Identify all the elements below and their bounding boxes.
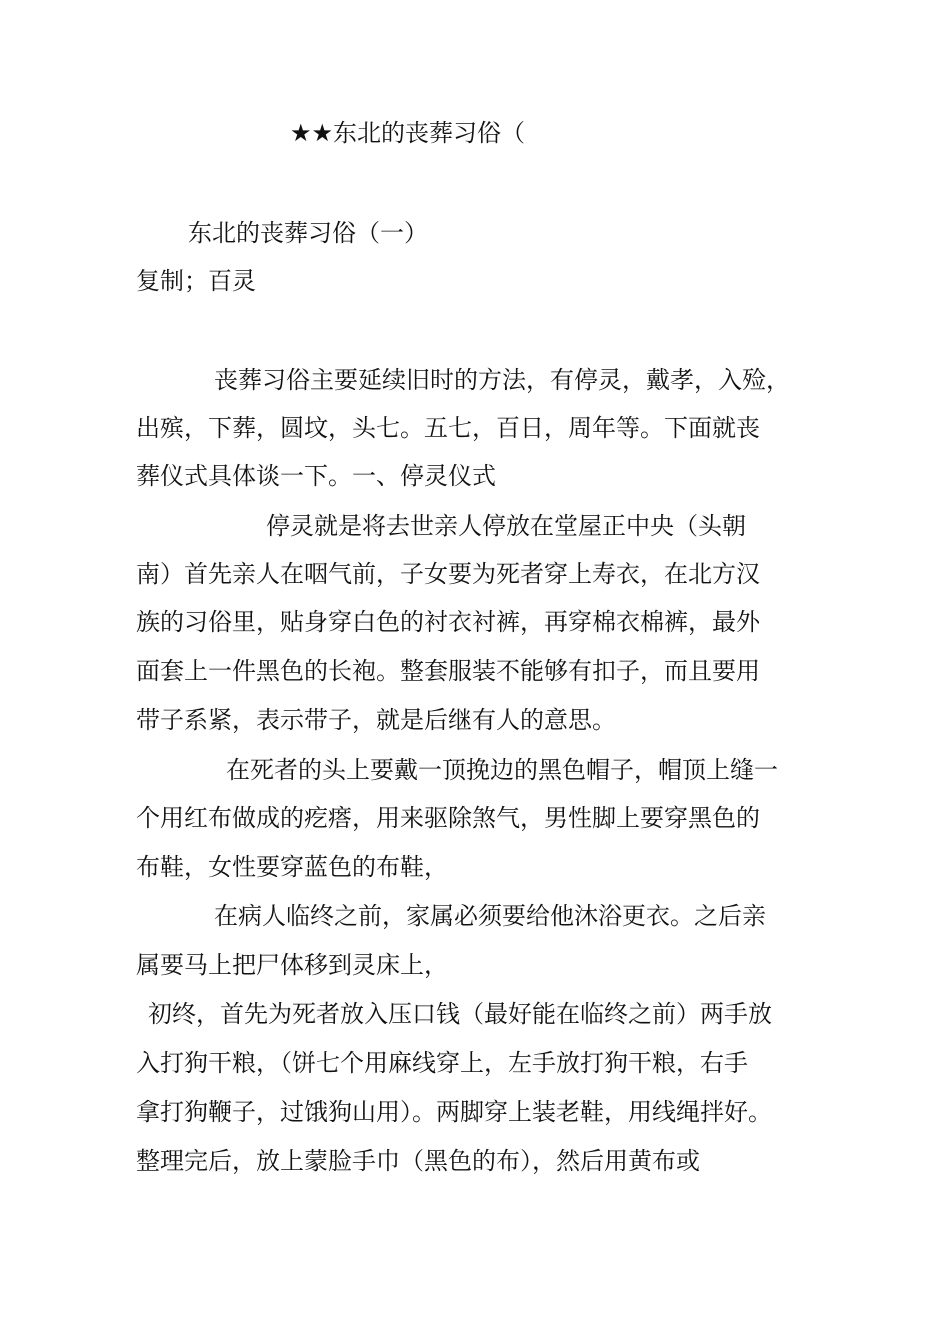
paragraph-2-line-1: 停灵就是将去世亲人停放在堂屋正中央（头朝 bbox=[266, 512, 746, 540]
paragraph-5-line-3: 拿打狗鞭子，过饿狗山用）。两脚穿上装老鞋，用线绳拌好。 bbox=[136, 1098, 772, 1126]
paragraph-3-line-2: 个用红布做成的疙瘩，用来驱除煞气，男性脚上要穿黑色的 bbox=[136, 804, 760, 832]
paragraph-4-line-2: 属要马上把尸体移到灵床上， bbox=[136, 951, 448, 979]
document-subtitle: 东北的丧葬习俗（一） bbox=[188, 219, 428, 247]
paragraph-5-line-1: 初终，首先为死者放入压口钱（最好能在临终之前）两手放 bbox=[148, 1000, 772, 1028]
paragraph-2-line-3: 族的习俗里，贴身穿白色的衬衣衬裤，再穿棉衣棉裤，最外 bbox=[136, 608, 760, 636]
paragraph-1-line-2: 出殡，下葬，圆坟，头七。五七，百日，周年等。下面就丧 bbox=[136, 414, 760, 442]
paragraph-1-line-1: 丧葬习俗主要延续旧时的方法，有停灵，戴孝，入殓， bbox=[214, 366, 790, 394]
paragraph-2-line-4: 面套上一件黑色的长袍。整套服装不能够有扣子，而且要用 bbox=[136, 657, 760, 685]
paragraph-3-line-1: 在死者的头上要戴一顶挽边的黑色帽子，帽顶上缝一 bbox=[226, 756, 778, 784]
paragraph-5-line-4: 整理完后，放上蒙脸手巾（黑色的布），然后用黄布或 bbox=[136, 1147, 700, 1175]
document-title: ★★东北的丧葬习俗（ bbox=[290, 119, 526, 147]
paragraph-3-line-3: 布鞋，女性要穿蓝色的布鞋， bbox=[136, 853, 448, 881]
paragraph-2-line-5: 带子系紧，表示带子，就是后继有人的意思。 bbox=[136, 706, 616, 734]
paragraph-5-line-2: 入打狗干粮，（饼七个用麻线穿上，左手放打狗干粮，右手 bbox=[136, 1049, 748, 1077]
source-line: 复制；百灵 bbox=[136, 267, 256, 295]
paragraph-1-line-3: 葬仪式具体谈一下。一、停灵仪式 bbox=[136, 462, 496, 490]
paragraph-4-line-1: 在病人临终之前，家属必须要给他沐浴更衣。之后亲 bbox=[214, 902, 766, 930]
paragraph-2-line-2: 南）首先亲人在咽气前，子女要为死者穿上寿衣，在北方汉 bbox=[136, 560, 760, 588]
